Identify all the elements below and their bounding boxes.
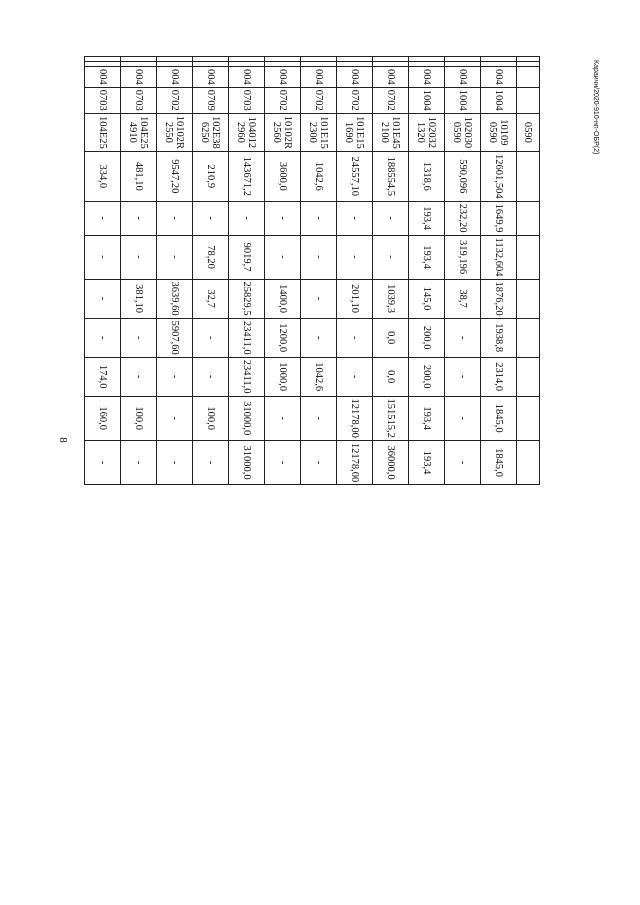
table-cell bbox=[517, 67, 540, 88]
table-cell: 102032 1320 bbox=[409, 113, 445, 151]
table-cell: 102030 0590 bbox=[445, 113, 481, 151]
table-cell: - bbox=[445, 440, 481, 484]
table-row bbox=[157, 57, 193, 485]
table-cell: 481,10 bbox=[121, 152, 157, 202]
table-cell: 334,0 bbox=[85, 152, 121, 202]
table-cell: 0,0 bbox=[373, 318, 409, 357]
table-cell: - bbox=[85, 279, 121, 318]
table-cell: - bbox=[301, 235, 337, 279]
table-cell: - bbox=[229, 201, 265, 235]
table-cell: 1042,6 bbox=[301, 357, 337, 396]
budget-table-container bbox=[84, 56, 540, 485]
table-cell: 23411,0 bbox=[229, 357, 265, 396]
table-cell: - bbox=[337, 201, 373, 235]
table-cell: 1938,8 bbox=[481, 318, 517, 357]
table-cell: 1200,0 bbox=[265, 318, 301, 357]
table-row bbox=[229, 57, 265, 485]
table-cell: 193,4 bbox=[409, 235, 445, 279]
table-cell: 104012 2960 bbox=[229, 113, 265, 151]
table-cell: 5907,60 bbox=[157, 318, 193, 357]
table-cell: - bbox=[85, 440, 121, 484]
table-cell: 1845,0 bbox=[481, 440, 517, 484]
table-cell: 1845,0 bbox=[481, 396, 517, 440]
table-cell: - bbox=[121, 201, 157, 235]
table-cell: 3639,60 bbox=[157, 279, 193, 318]
table-cell: 36000,0 bbox=[373, 440, 409, 484]
table-cell: 100,0 bbox=[193, 396, 229, 440]
table-cell bbox=[517, 318, 540, 357]
table-cell: 0703 bbox=[229, 87, 265, 113]
table-cell: - bbox=[445, 357, 481, 396]
table-cell: 25829,5 bbox=[229, 279, 265, 318]
table-row bbox=[373, 57, 409, 485]
table-cell bbox=[517, 201, 540, 235]
table-cell: 0709 bbox=[193, 87, 229, 113]
table-cell: 24557,10 bbox=[337, 152, 373, 202]
table-cell: 004 bbox=[85, 67, 121, 88]
table-cell: - bbox=[193, 318, 229, 357]
table-cell: 1876,20 bbox=[481, 279, 517, 318]
table-cell: 1004 bbox=[481, 87, 517, 113]
table-cell: 10102R 2560 bbox=[265, 113, 301, 151]
table-cell bbox=[517, 235, 540, 279]
table-cell: 004 bbox=[265, 67, 301, 88]
table-cell: 10102R 2550 bbox=[157, 113, 193, 151]
table-cell: - bbox=[157, 396, 193, 440]
table-cell: 0702 bbox=[265, 87, 301, 113]
table-cell: - bbox=[157, 357, 193, 396]
table-row bbox=[481, 57, 517, 485]
table-cell: 210,9 bbox=[193, 152, 229, 202]
table-cell: - bbox=[265, 396, 301, 440]
table-cell: 0703 bbox=[121, 87, 157, 113]
table-cell: 78,20 bbox=[193, 235, 229, 279]
table-cell: 31000,0 bbox=[229, 396, 265, 440]
table-row bbox=[265, 57, 301, 485]
table-cell: 381,10 bbox=[121, 279, 157, 318]
table-cell: - bbox=[193, 357, 229, 396]
table-cell: - bbox=[301, 201, 337, 235]
table-cell: 100,0 bbox=[121, 396, 157, 440]
table-cell: 9019,7 bbox=[229, 235, 265, 279]
table-cell: 104E25 bbox=[85, 113, 121, 151]
table-cell: 004 bbox=[193, 67, 229, 88]
table-cell: 160,0 bbox=[85, 396, 121, 440]
table-cell: - bbox=[193, 201, 229, 235]
table-cell bbox=[517, 87, 540, 113]
table-cell bbox=[517, 396, 540, 440]
table-cell: 1042,6 bbox=[301, 152, 337, 202]
table-cell: 004 bbox=[337, 67, 373, 88]
table-cell: - bbox=[193, 440, 229, 484]
table-cell: 200,0 bbox=[409, 357, 445, 396]
table-cell: 0,0 bbox=[373, 357, 409, 396]
table-cell: - bbox=[301, 318, 337, 357]
table-cell: 590,096 bbox=[445, 152, 481, 202]
table-cell: 004 bbox=[481, 67, 517, 88]
table-cell bbox=[517, 357, 540, 396]
table-row bbox=[121, 57, 157, 485]
table-cell: 004 bbox=[301, 67, 337, 88]
table-cell: 1400,0 bbox=[265, 279, 301, 318]
table-cell: - bbox=[265, 440, 301, 484]
table-cell: 10109 0590 bbox=[481, 113, 517, 151]
table-cell: 1318,6 bbox=[409, 152, 445, 202]
table-cell: 23411,0 bbox=[229, 318, 265, 357]
table-cell: 004 bbox=[373, 67, 409, 88]
table-cell: 12178,00 bbox=[337, 396, 373, 440]
table-cell: 200,0 bbox=[409, 318, 445, 357]
table-cell: 101E45 2100 bbox=[373, 113, 409, 151]
table-row bbox=[337, 57, 373, 485]
table-cell: 004 bbox=[121, 67, 157, 88]
table-cell: - bbox=[85, 201, 121, 235]
table-cell: - bbox=[337, 318, 373, 357]
table-cell: - bbox=[301, 279, 337, 318]
table-cell: - bbox=[157, 235, 193, 279]
table-cell: 9547,20 bbox=[157, 152, 193, 202]
table-cell: - bbox=[337, 357, 373, 396]
table-cell: - bbox=[373, 201, 409, 235]
table-cell: 0590 bbox=[517, 113, 540, 151]
table-cell: - bbox=[301, 396, 337, 440]
table-row bbox=[445, 57, 481, 485]
table-cell: - bbox=[157, 440, 193, 484]
table-cell: 12178,00 bbox=[337, 440, 373, 484]
table-cell: - bbox=[265, 201, 301, 235]
table-row bbox=[85, 57, 121, 485]
table-cell: 0703 bbox=[85, 87, 121, 113]
table-cell: 2314,0 bbox=[481, 357, 517, 396]
table-cell: 004 bbox=[445, 67, 481, 88]
table-cell: - bbox=[373, 235, 409, 279]
table-row bbox=[409, 57, 445, 485]
table-cell: - bbox=[121, 440, 157, 484]
table-cell: - bbox=[445, 396, 481, 440]
table-cell: - bbox=[85, 318, 121, 357]
table-cell: 004 bbox=[409, 67, 445, 88]
table-cell: 3600,0 bbox=[265, 152, 301, 202]
table-cell: - bbox=[157, 201, 193, 235]
table-cell: 1649,9 bbox=[481, 201, 517, 235]
table-cell: 0702 bbox=[301, 87, 337, 113]
table-cell: 38,7 bbox=[445, 279, 481, 318]
table-cell: 193,4 bbox=[409, 440, 445, 484]
table-cell: 143671,2 bbox=[229, 152, 265, 202]
table-cell bbox=[517, 152, 540, 202]
table-cell: 1132,604 bbox=[481, 235, 517, 279]
table-cell: 193,4 bbox=[409, 201, 445, 235]
table-cell: 1004 bbox=[445, 87, 481, 113]
page-number: 8 bbox=[56, 437, 69, 443]
table-cell: 0702 bbox=[373, 87, 409, 113]
table-cell: - bbox=[337, 235, 373, 279]
table-cell: - bbox=[121, 357, 157, 396]
budget-table bbox=[84, 56, 540, 485]
table-cell: - bbox=[445, 318, 481, 357]
table-cell: 151515,2 bbox=[373, 396, 409, 440]
table-cell: 145,0 bbox=[409, 279, 445, 318]
table-cell: - bbox=[121, 235, 157, 279]
table-cell: 101E15 1690 bbox=[337, 113, 373, 151]
table-cell: 1039,3 bbox=[373, 279, 409, 318]
table-cell: - bbox=[85, 235, 121, 279]
table-cell: 1000,0 bbox=[265, 357, 301, 396]
table-cell: 0702 bbox=[337, 87, 373, 113]
table-header-row bbox=[517, 57, 540, 485]
table-cell: 102E38 6250 bbox=[193, 113, 229, 151]
table-cell: - bbox=[265, 235, 301, 279]
table-cell: - bbox=[301, 440, 337, 484]
table-cell: 101E15 2300 bbox=[301, 113, 337, 151]
table-cell: 188554,5 bbox=[373, 152, 409, 202]
table-cell: 0702 bbox=[157, 87, 193, 113]
table-cell: 31000,0 bbox=[229, 440, 265, 484]
table-cell: 32,7 bbox=[193, 279, 229, 318]
table-cell bbox=[517, 279, 540, 318]
table-body bbox=[85, 57, 540, 485]
table-cell: 12601,504 bbox=[481, 152, 517, 202]
table-cell: 232,20 bbox=[445, 201, 481, 235]
table-cell: 1004 bbox=[409, 87, 445, 113]
table-row bbox=[301, 57, 337, 485]
table-cell bbox=[517, 440, 540, 484]
table-cell: 104E25 4910 bbox=[121, 113, 157, 151]
table-row bbox=[193, 57, 229, 485]
table-cell: 004 bbox=[157, 67, 193, 88]
table-cell: 004 bbox=[229, 67, 265, 88]
table-cell: 174,0 bbox=[85, 357, 121, 396]
document-footer: Караичн/2020-910-нп-ОБР(2) bbox=[592, 60, 599, 155]
table-cell: 319,196 bbox=[445, 235, 481, 279]
table-cell: 201,10 bbox=[337, 279, 373, 318]
table-cell: - bbox=[121, 318, 157, 357]
table-cell: 193,4 bbox=[409, 396, 445, 440]
